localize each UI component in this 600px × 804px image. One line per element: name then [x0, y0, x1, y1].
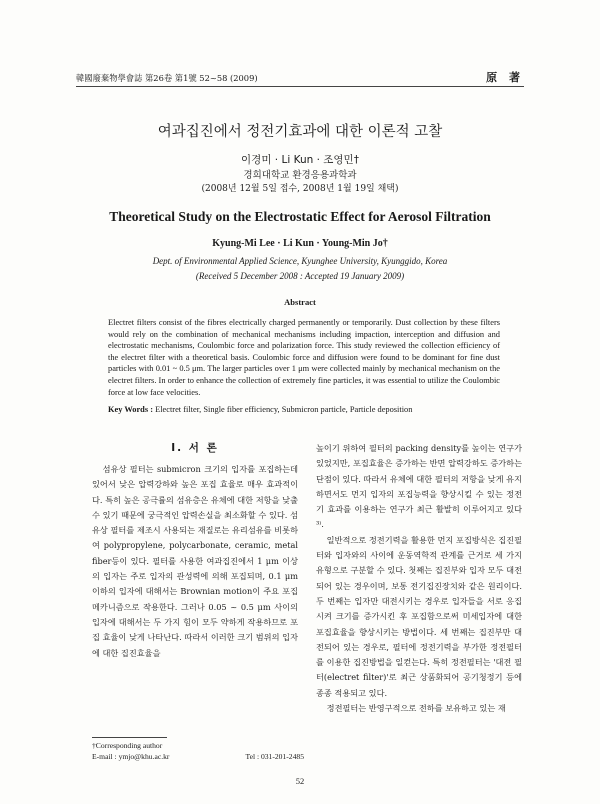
journal-citation: 韓國廢棄物學會誌 第26卷 第1號 52~58 (2009) [76, 73, 258, 83]
section-heading: I. 서 론 [171, 442, 219, 454]
korean-title: 여과집진에서 정전기효과에 대한 이론적 고찰 [157, 124, 443, 140]
english-dates: (Received 5 December 2008 : Accepted 19 January 2009) [195, 271, 405, 281]
footnote [92, 741, 304, 762]
english-title: Theoretical Study on the Electrostatic Effect for Aerosol Filtration [109, 209, 491, 224]
page-number: 52 [295, 776, 305, 786]
right-column [316, 441, 522, 716]
body-paragraph: 일반적으로 정전기력을 활용한 먼지 포집방식은 집진필터와 입자와의 사이에 운동역학적 관계를 근거로 세 가지 유형으로 구분할 수 있다. 첫째는 집진부와 입자 모두 대전되어 있는 경우이며, 보통 전기집진장치와 같은 원리이다. 두 번째는 입자만 대전시키는 경우로 입자들을 서로 응집시켜 크기를 증가시킨 후 포집함으로써 미세입자에 대한 포집효율을 향상시키는 방법이다. 세 번째는 집진부만 대전되어 있는 경우로, 필터에 정전기력을 부가한 정전필터를 이용한 집진방법을 일컫는다. 특히 정전필터는 '대전 필터(electret filter)'로 최근 상품화되어 공기청정기 등에 종종 적용되고 있다. [316, 534, 522, 698]
english-authors: Kyung-Mi Lee · Li Kun · Young-Min Jo† [212, 238, 388, 249]
footnote-tel: Tel : 031-201-2485 [245, 751, 304, 761]
left-column [92, 462, 298, 661]
keywords-label: Key Words : [108, 405, 153, 414]
abstract-text: Electret filters consist of the fibres electrically charged permanently or temporarily. Dust collection by these filters would rely on the combination of mechanical mechanisms including impaction, interception and diffusion and electrostatic mechanisms, Coulombic force and polarization force. This study reviewed the collection efficiency of the electret filter with a theoretical basis. Coulombic force and diffusion were found to be dominant for fine dust particles with 0.01 ~ 0.5 μm. The larger particles over 1 μm were collected mainly by mechanical mechanism on the electret filters. In order to enhance the collection of extremely fine particles, it was essential to utilize the Coulombic force at low face velocities. [108, 318, 500, 397]
body-paragraph: 섬유상 필터는 submicron 크기의 입자를 포집하는데 있어서 낮은 압력강하와 높은 포집 효율로 매우 효과적이다. 특히 높은 공극률의 섬유층은 유체에 대한 저항을 낮출 수 있기 때문에 궁극적인 압력손실을 최소화할 수 있다. 섬유상 필터를 제조시 사용되는 재질로는 유리섬유를 비롯하여 polypropylene, polycarbonate, ceramic, metal fiber등이 있다. 필터를 사용한 여과집진에서 1 μm 이상의 입자는 주로 입자의 관성력에 의해 포집되며, 0.1 μm 이하의 입자에 대해서는 Brownian motion이 주요 포집메카니즘으로 작용한다. 그러나 0.05 ~ 0.5 μm 사이의 입자에 대해서는 두 가지 힘이 모두 약하게 작용하므로 포집 효율이 낮게 나타난다. 따라서 이러한 크기 범위의 입자에 대한 집진효율을 [92, 464, 298, 658]
header-rule [76, 86, 524, 87]
english-affiliation: Dept. of Environmental Applied Science, Kyunghee University, Kyunggido, Korea [152, 256, 448, 266]
abstract-heading: Abstract [284, 297, 316, 307]
korean-affiliation: 경희대학교 환경응용과학과 [243, 170, 357, 181]
korean-dates: (2008년 12월 5일 접수, 2008년 1월 19일 채택) [201, 184, 399, 194]
korean-authors: 이경미 · Li Kun · 조영민† [241, 154, 359, 166]
body-paragraph: 높이기 위하여 필터의 packing density를 높이는 연구가 있었지만, 포집효율은 증가하는 반면 압력강하도 증가하는 단점이 있다. 따라서 유체에 대한 필터의 저항을 낮게 유지하면서도 먼지 입자의 포집능력을 향상시킬 수 있는 정전기 효과를 이용하는 연구가 최근 활발히 이루어지고 있다³⁾. [316, 443, 522, 530]
keywords [108, 405, 500, 414]
article-type: 原 著 [486, 71, 524, 84]
body-paragraph: 정전필터는 반영구적으로 전하를 보유하고 있는 재 [326, 703, 506, 714]
running-header [76, 70, 524, 86]
footnote-rule [92, 737, 167, 738]
footnote-label: †Corresponding author [92, 741, 163, 750]
footnote-email: E-mail : ymjo@khu.ac.kr [92, 751, 170, 761]
keywords-list: Electret filter, Single fiber efficiency, Submicron particle, Particle deposition [155, 405, 413, 414]
